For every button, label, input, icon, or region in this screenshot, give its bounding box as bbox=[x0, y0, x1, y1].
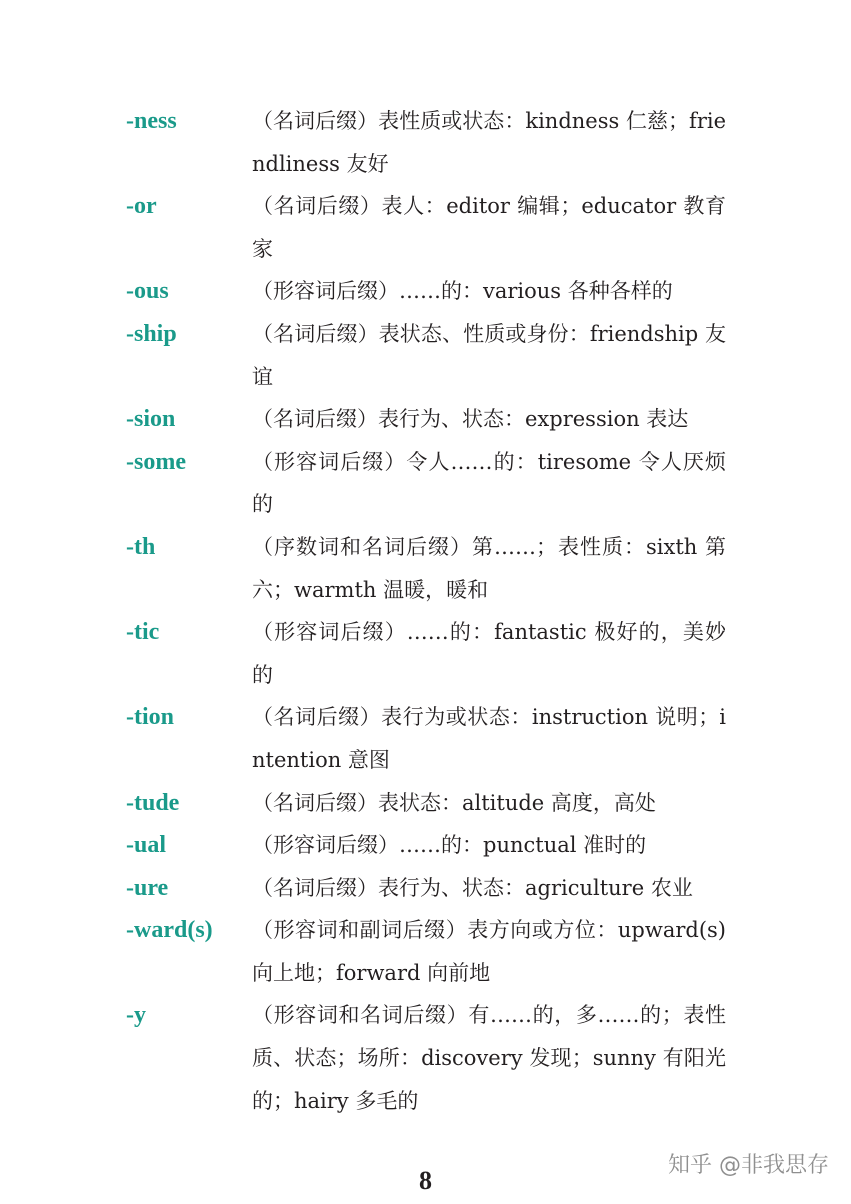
suffix-term: -tic bbox=[126, 619, 160, 646]
list-item bbox=[126, 867, 736, 910]
suffix-definition: （名词后缀）表人：editor 编辑；educator 教育家 bbox=[252, 194, 726, 261]
list-item bbox=[126, 611, 736, 696]
list-item bbox=[126, 398, 736, 441]
suffix-term: -or bbox=[126, 193, 157, 220]
suffix-term: -y bbox=[126, 1002, 146, 1029]
suffix-term: -sion bbox=[126, 406, 176, 433]
suffix-definition: （名词后缀）表状态、性质或身份：friendship 友谊 bbox=[252, 321, 726, 389]
suffix-definition: （名词后缀）表行为、状态：expression 表达 bbox=[252, 407, 689, 432]
suffix-definition: （形容词后缀）……的：punctual 准时的 bbox=[252, 833, 647, 858]
suffix-term: -ward(s) bbox=[126, 917, 213, 944]
suffix-definition: （形容词后缀）……的：fantastic 极好的，美妙的 bbox=[252, 620, 726, 687]
watermark-text: 知乎 @非我思存 bbox=[668, 1153, 829, 1178]
suffix-definition: （名词后缀）表行为、状态：agriculture 农业 bbox=[252, 875, 693, 900]
list-item bbox=[126, 185, 736, 270]
suffix-term: -ual bbox=[126, 832, 167, 859]
list-item bbox=[126, 441, 736, 526]
suffix-definition: （形容词后缀）令人……的：tiresome 令人厌烦的 bbox=[252, 449, 726, 517]
suffix-definition: （名词后缀）表状态：altitude 高度，高处 bbox=[252, 790, 656, 815]
list-item bbox=[126, 782, 736, 825]
suffix-list bbox=[126, 100, 736, 1122]
list-item bbox=[126, 526, 736, 611]
suffix-definition: （序数词和名词后缀）第……；表性质：sixth 第六；warmth 温暖，暖和 bbox=[252, 534, 726, 602]
suffix-definition: （名词后缀）表性质或状态：kindness 仁慈；friendliness 友好 bbox=[252, 109, 726, 176]
list-item bbox=[126, 994, 736, 1122]
suffix-term: -ous bbox=[126, 278, 169, 305]
suffix-term: -ure bbox=[126, 874, 169, 901]
list-item bbox=[126, 696, 736, 781]
suffix-term: -tude bbox=[126, 789, 180, 816]
list-item bbox=[126, 270, 736, 313]
suffix-definition: （形容词和副词后缀）表方向或方位：upward(s) 向上地；forward 向前地 bbox=[252, 918, 726, 985]
suffix-term: -some bbox=[126, 448, 186, 475]
suffix-definition: （形容词后缀）……的：various 各种各样的 bbox=[252, 279, 673, 304]
suffix-term: -th bbox=[126, 533, 156, 560]
list-item bbox=[126, 100, 736, 185]
suffix-term: -ship bbox=[126, 320, 177, 347]
page-number: 8 bbox=[419, 1166, 432, 1195]
suffix-term: -ness bbox=[126, 108, 177, 134]
suffix-definition: （名词后缀）表行为或状态：instruction 说明；intention 意图 bbox=[252, 705, 726, 772]
list-item bbox=[126, 824, 736, 867]
list-item bbox=[126, 909, 736, 994]
list-item bbox=[126, 313, 736, 398]
suffix-definition: （形容词和名词后缀）有……的，多……的；表性质、状态；场所：discovery 发现；sunny 有阳光的；hairy 多毛的 bbox=[252, 1003, 726, 1113]
suffix-term: -tion bbox=[126, 704, 174, 731]
